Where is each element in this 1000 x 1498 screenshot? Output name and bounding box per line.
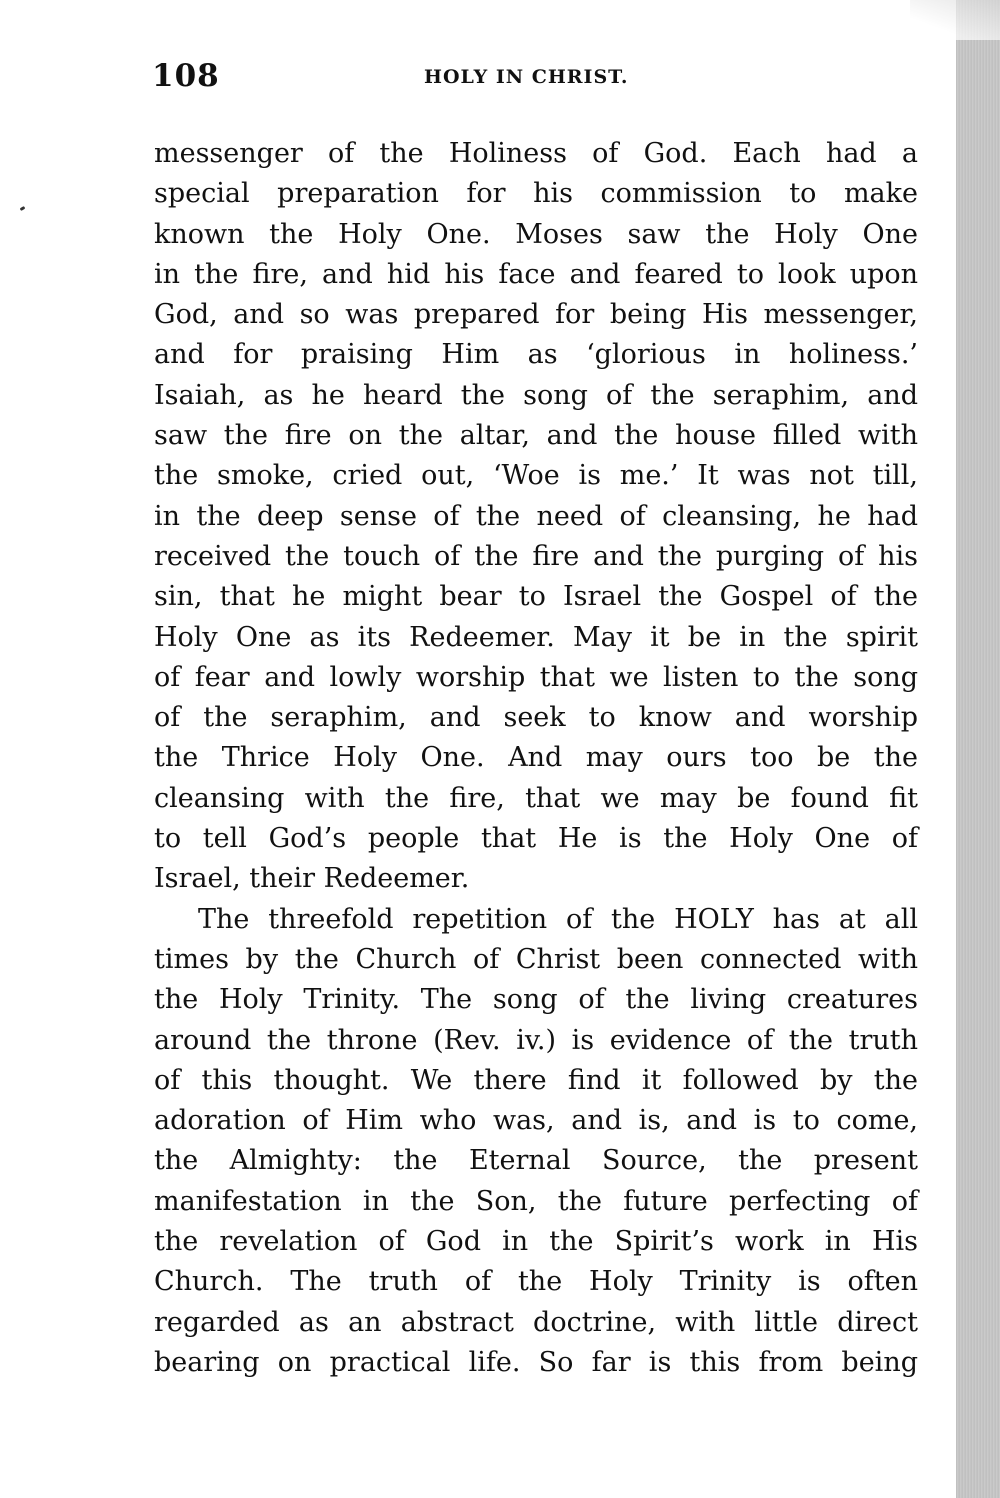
page-corner-shadow (910, 0, 1000, 40)
text-line: to tell God’s people that He is the Holy One of (154, 823, 918, 855)
text-line: Israel, their Redeemer. (154, 863, 470, 895)
text-line: the smoke, cried out, ‘Woe is me.’ It was not till, (154, 460, 918, 492)
text-line: messenger of the Holiness of God. Each had a (154, 138, 918, 169)
text-line: regarded as an abstract doctrine, with little direct (154, 1306, 918, 1338)
paragraph-2 (154, 900, 918, 1384)
page-edge-shadow (956, 0, 1000, 1498)
page-number: 108 (152, 58, 220, 94)
text-line: around the throne (Rev. iv.) is evidence of the truth (154, 1024, 918, 1056)
text-line: sin, that he might bear to Israel the Gospel of the (154, 581, 918, 613)
text-line: received the touch of the fire and the purging of his (154, 540, 918, 572)
text-line: times by the Church of Christ been connected with (154, 943, 918, 975)
text-line: Isaiah, as he heard the song of the seraphim, and (154, 379, 918, 411)
text-line: bearing on practical life. So far is this from being (154, 1346, 918, 1378)
text-line: in the fire, and hid his face and feared to look upon (154, 258, 918, 290)
text-line: and for praising Him as ‘glorious in holiness.’ (154, 339, 918, 371)
text-line: saw the fire on the altar, and the house filled with (154, 420, 918, 452)
text-line: Holy One as its Redeemer. May it be in the spirit (154, 621, 918, 653)
paragraph-1 (154, 134, 918, 900)
text-line: known the Holy One. Moses saw the Holy One (154, 218, 918, 250)
text-line: the Almighty: the Eternal Source, the present (154, 1145, 918, 1177)
text-line: the Holy Trinity. The song of the living creatures (154, 984, 918, 1016)
text-line: the Thrice Holy One. And may ours too be the (154, 742, 918, 774)
text-line: of fear and lowly worship that we listen to the song (154, 661, 918, 693)
text-line: the revelation of God in the Spirit’s work in His (154, 1226, 918, 1258)
ink-speck (20, 206, 26, 211)
text-line: in the deep sense of the need of cleansing, he had (154, 500, 918, 532)
body-text (154, 134, 918, 1383)
text-line: special preparation for his commission to make (154, 178, 918, 210)
text-line: God, and so was prepared for being His messenger, (154, 299, 918, 331)
text-line: Church. The truth of the Holy Trinity is often (154, 1266, 918, 1298)
text-line: cleansing with the fire, that we may be found fit (154, 782, 918, 814)
text-line: The threefold repetition of the HOLY has at all (198, 903, 918, 935)
running-head: HOLY IN CHRIST. (424, 66, 629, 88)
text-line: of this thought. We there find it followed by the (154, 1064, 918, 1096)
page-header (152, 58, 920, 98)
text-line: manifestation in the Son, the future perfecting of (154, 1185, 918, 1217)
text-line: of the seraphim, and seek to know and worship (154, 702, 918, 734)
text-line: adoration of Him who was, and is, and is to come, (154, 1105, 918, 1137)
